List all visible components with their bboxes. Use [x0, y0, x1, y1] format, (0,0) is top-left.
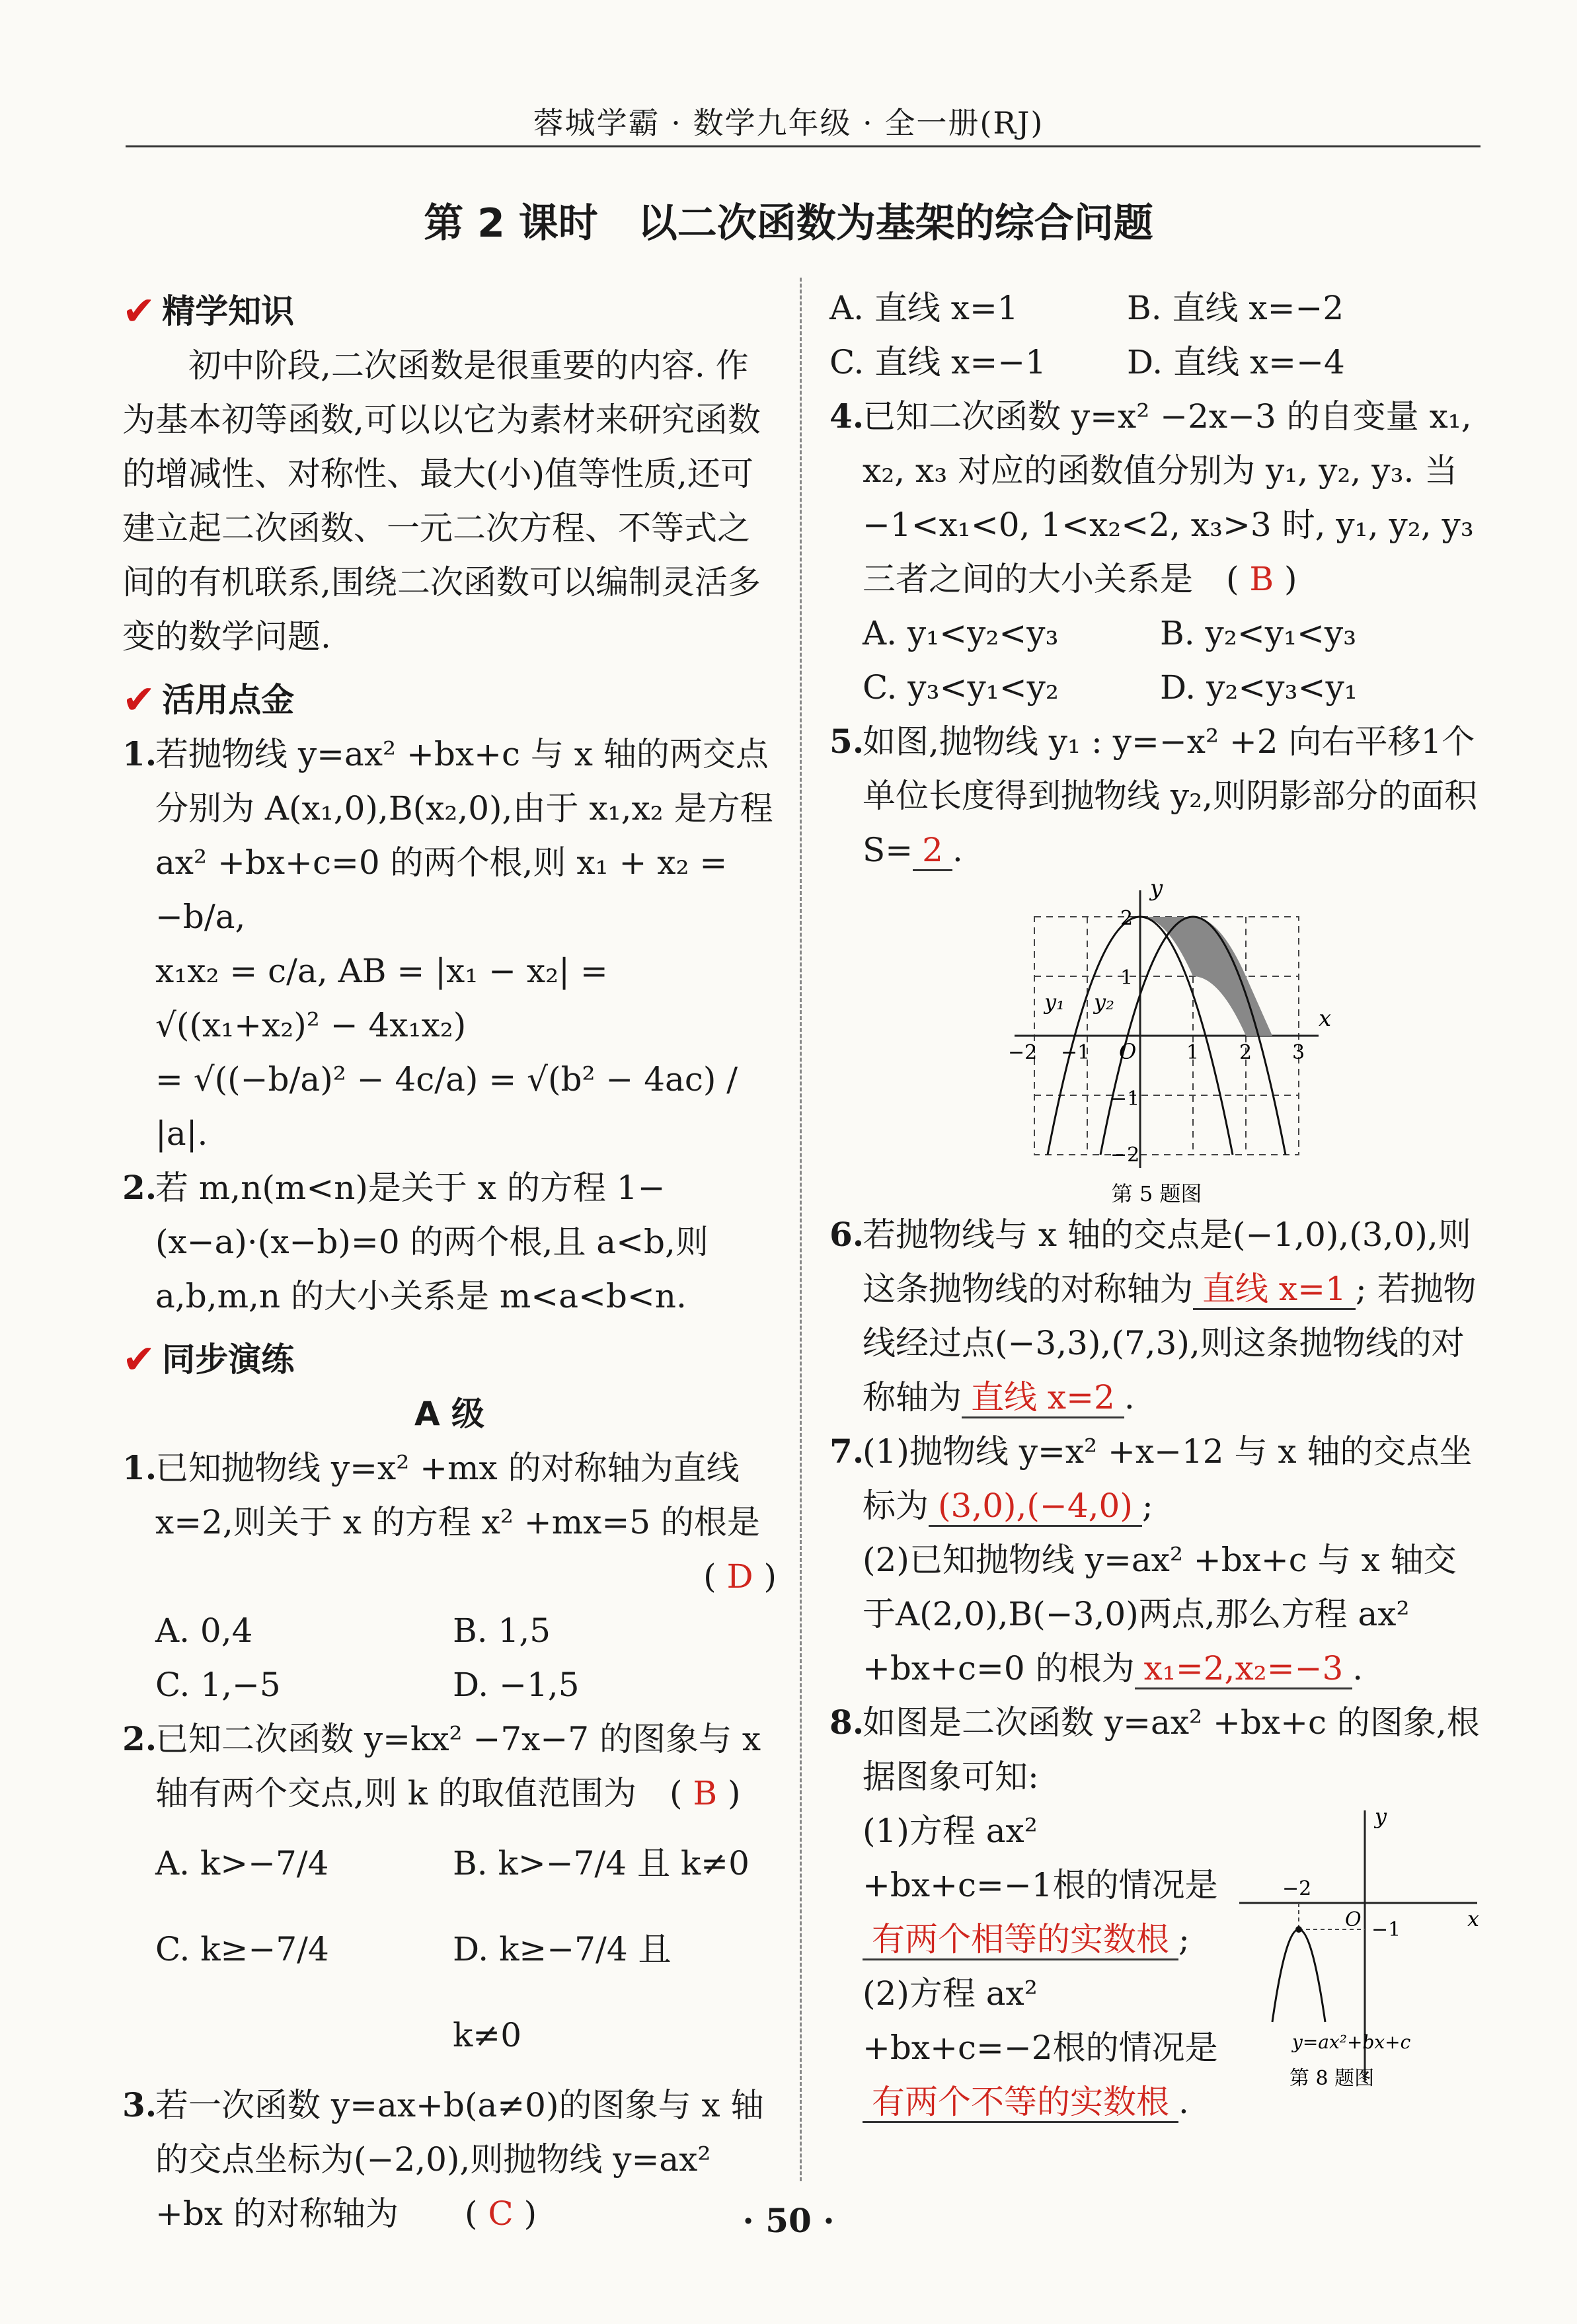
running-header: 蓉城学霸 · 数学九年级 · 全一册(RJ) — [533, 105, 1044, 141]
question-5: 5. 如图,抛物线 y₁ : y=−x² +2 向右平移1个单位长度得到抛物线 y₂,则阴影部分的面积 S= 2 . — [829, 715, 1484, 877]
question-7: 7. (1)抛物线 y=x² +x−12 与 x 轴的交点坐标为 (3,0),(−4,0) ; (2)已知抛物线 y=ax² +bx+c 与 x 轴交于A(2,0),B(−3,0)两点,那么方程 ax² +bx+c=0 的根为 x₁=2,x₂=−3 . — [829, 1424, 1484, 1695]
svg-text:2: 2 — [1120, 907, 1134, 930]
question-6: 6. 若抛物线与 x 轴的交点是(−1,0),(3,0),则这条抛物线的对称轴为 直线 x=1 ; 若抛物线经过点(−3,3),(7,3),则这条抛物线的对称轴为 直线 x=2 . — [829, 1208, 1484, 1424]
vertex-point — [1295, 1926, 1302, 1933]
fig8-x-label: x — [1467, 1906, 1480, 1931]
fig5-y2-label: y₂ — [1094, 989, 1114, 1015]
fig5-y1-label: y₁ — [1044, 989, 1065, 1015]
svg-text:3: 3 — [1292, 1041, 1305, 1064]
question-4: 4. 已知二次函数 y=x² −2x−3 的自变量 x₁, x₂, x₃ 对应的函数值分别为 y₁, y₂, y₃. 当 −1<x₁<0, 1<x₂<2, x₃>3 时, y₁, y₂, y₃ 三者之间的大小关系是 ( B ) A. y₁<y₂<y₃ B. y₂<y₁<y₃ C. y₃<y₁<y₂ D. y₂<y₃<y₁ — [829, 389, 1484, 715]
answer-blank: (3,0),(−4,0) — [929, 1487, 1142, 1527]
figure-8 — [1233, 1804, 1484, 2095]
column-divider — [800, 278, 802, 2181]
lesson-title: 第 2 课时 以二次函数为基架的综合问题 — [424, 200, 1153, 247]
answer: D — [726, 1557, 753, 1596]
fig8-y-label: y — [1375, 1804, 1387, 1829]
intro-paragraph: 初中阶段,二次函数是很重要的内容. 作为基本初等函数,可以以它为素材来研究函数的增减性、对称性、最大(小)值等性质,还可建立起二次函数、一元二次方程、不等式之间的有机联系,围绕二次函数可以编制灵活多变的数学问题. — [122, 346, 761, 656]
fig8-origin: O — [1345, 1908, 1362, 1931]
svg-text:1: 1 — [1186, 1041, 1200, 1064]
check-icon: ✔ — [122, 288, 156, 334]
answer-blank: 直线 x=1 — [1193, 1270, 1356, 1310]
fig8-minus2: −2 — [1282, 1877, 1312, 1900]
fig5-caption: 第 5 题图 — [1111, 1181, 1202, 1206]
page-number: · 50 · — [742, 2201, 835, 2240]
answer: C — [488, 2194, 514, 2233]
parabola — [1272, 1929, 1325, 2022]
right-column — [829, 281, 1484, 2129]
options: A. k>−7/4 B. k>−7/4 且 k≠0 C. k≥−7/4 D. k≥−7/4 且 k≠0 — [155, 1844, 750, 2054]
left-column — [122, 284, 777, 2241]
check-icon: ✔ — [122, 677, 156, 723]
question-3: 3. 若一次函数 y=ax+b(a≠0)的图象与 x 轴的交点坐标为(−2,0),则抛物线 y=ax² +bx 的对称轴为 ( C ) — [122, 2085, 764, 2233]
answer-blank: 2 — [913, 831, 952, 871]
tip-2: 2. 若 m,n(m<n)是关于 x 的方程 1−(x−a)·(x−b)=0 的两个根,且 a<b,则 a,b,m,n 的大小关系是 m<a<b<n. — [122, 1168, 709, 1315]
fig5-y-label: y — [1150, 877, 1163, 902]
fig8-minus1: −1 — [1371, 1918, 1401, 1941]
svg-text:−2: −2 — [1110, 1143, 1140, 1167]
question-8: 8. 如图是二次函数 y=ax² +bx+c 的图象,根据图象可知: (1)方程 ax² +bx+c=−1根的情况是有两个相等的实数根 ; (2)方程 ax² +bx+c=−2根的情况是有两个不等的实数根 . y x O −2 −1 y=ax²+bx+c 第 8 题图 — [829, 1695, 1484, 2129]
section-tips: ✔ 活用点金 — [122, 677, 295, 723]
fig8-caption: 第 8 题图 — [1289, 2067, 1375, 2090]
answer-blank: 有两个不等的实数根 — [863, 2083, 1178, 2123]
svg-text:1: 1 — [1120, 966, 1134, 989]
options: A. y₁<y₂<y₃ B. y₂<y₁<y₃ C. y₃<y₁<y₂ D. y₂<y₃<y₁ — [863, 614, 1358, 707]
answer-blank: 直线 x=2 — [962, 1378, 1124, 1418]
svg-text:2: 2 — [1239, 1041, 1252, 1064]
svg-text:−1: −1 — [1110, 1087, 1140, 1110]
answer-blank: 有两个相等的实数根 — [863, 1920, 1178, 1960]
fig8-curve-label: y=ax²+bx+c — [1292, 2031, 1411, 2053]
header-rule — [126, 145, 1481, 147]
answer: B — [693, 1774, 718, 1812]
answer-blank: x₁=2,x₂=−3 — [1135, 1649, 1353, 1689]
check-icon: ✔ — [122, 1336, 156, 1383]
question-2: 2. 已知二次函数 y=kx² −7x−7 的图象与 x 轴有两个交点,则 k 的取值范围为 ( B ) A. k>−7/4 B. k>−7/4 且 k≠0 C. k≥−7/4 D. k≥−7/4 且 k≠0 — [122, 1712, 777, 2078]
svg-text:−1: −1 — [1061, 1041, 1091, 1064]
section-practice: ✔ 同步演练 — [122, 1336, 295, 1383]
fig5-x-label: x — [1319, 1005, 1332, 1032]
level-heading: A 级 — [414, 1395, 485, 1433]
question-1: 1. 已知抛物线 y=x² +mx 的对称轴为直线 x=2,则关于 x 的方程 x² +mx=5 的根是 ( D ) A. 0,4 B. 1,5 C. 1,−5 D. −1,5 — [122, 1441, 777, 1712]
answer: B — [1249, 560, 1274, 598]
figure-5 — [829, 877, 1484, 1208]
options: A. 0,4 B. 1,5 C. 1,−5 D. −1,5 — [155, 1611, 580, 1704]
fig5-origin: O — [1119, 1039, 1137, 1064]
tip-1: 1. 若抛物线 y=ax² +bx+c 与 x 轴的两交点分别为 A(x₁,0),B(x₂,0),由于 x₁,x₂ 是方程 ax² +bx+c=0 的两个根,则 x₁ + x₂ = −b/a, x₁x₂ = c/a, AB = |x₁ − x₂| = √((x₁+x₂)² − 4x₁x₂) = √((−b/a)² − 4c/a) = √(b² − 4ac) / |a|. — [122, 734, 773, 1153]
svg-text:−2: −2 — [1008, 1041, 1038, 1064]
q3-options: A. 直线 x=1 B. 直线 x=−2 C. 直线 x=−1 D. 直线 x=−4 — [829, 289, 1345, 381]
section-knowledge: ✔ 精学知识 — [122, 288, 295, 334]
